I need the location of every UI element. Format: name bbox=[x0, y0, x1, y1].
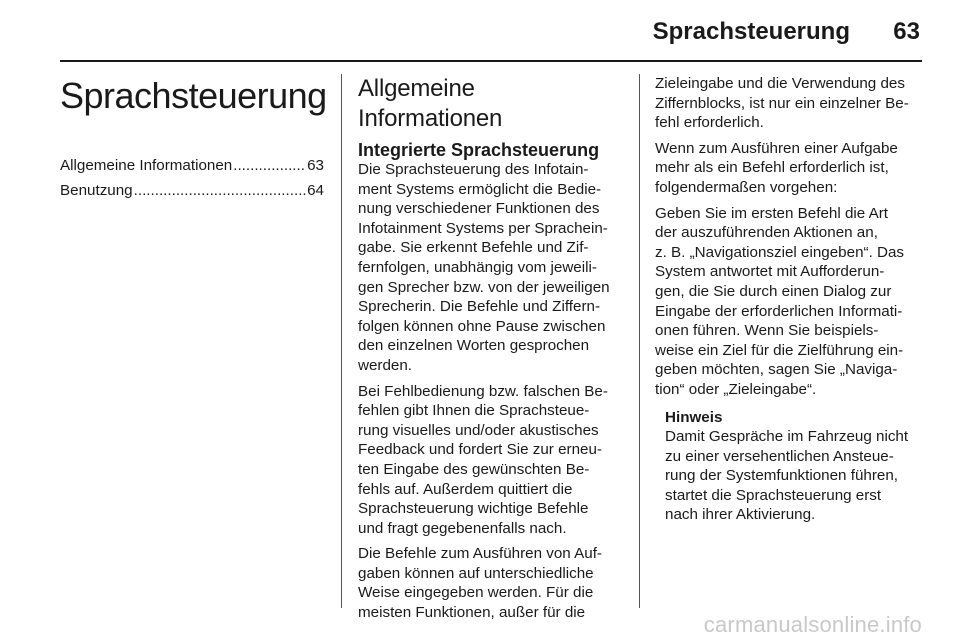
subsection-heading: Integrierte Sprachsteuerung bbox=[358, 140, 600, 160]
text-line: der auszuführenden Aktionen an, bbox=[655, 224, 878, 242]
text-line: startet die Sprachsteuerung erst bbox=[665, 486, 882, 504]
paragraph bbox=[655, 74, 925, 133]
table-of-contents bbox=[60, 156, 324, 206]
column-toc bbox=[60, 74, 327, 206]
text-line: folgen können ohne Pause zwischen bbox=[358, 317, 606, 335]
text-line: fehl erforderlich. bbox=[655, 114, 764, 132]
text-line: weise ein Ziel für die Zielführung ein- bbox=[655, 341, 904, 359]
watermark: carmanualsonline.info bbox=[703, 612, 922, 637]
text-line: gabe. Sie erkennt Befehle und Zif- bbox=[358, 239, 589, 257]
toc-entry[interactable] bbox=[60, 156, 324, 181]
text-line: gen Sprecher bzw. von der jeweiligen bbox=[358, 278, 610, 296]
text-line: Sprecherin. Die Befehle und Ziffern- bbox=[358, 298, 601, 316]
text-line: Infotainment Systems per Sprachein- bbox=[358, 219, 608, 237]
text-line: ten Eingabe des gewünschten Be- bbox=[358, 460, 590, 478]
column-divider-1 bbox=[341, 74, 342, 608]
text-line: nach ihrer Aktivierung. bbox=[665, 506, 816, 524]
text-line: Damit Gespräche im Fahrzeug nicht bbox=[665, 428, 909, 446]
column-2 bbox=[358, 74, 624, 629]
paragraph bbox=[358, 544, 624, 622]
toc-entry[interactable] bbox=[60, 181, 324, 206]
text-line: meisten Funktionen, außer für die bbox=[358, 604, 586, 622]
toc-entry-label: Allgemeine Informationen bbox=[60, 157, 233, 174]
toc-leader-dots bbox=[233, 156, 306, 176]
text-line: folgendermaßen vorgehen: bbox=[655, 178, 838, 196]
text-line: gaben können auf unterschiedliche bbox=[358, 564, 594, 582]
note-box bbox=[665, 408, 925, 526]
text-line: Ziffernblocks, ist nur ein einzelner Be- bbox=[655, 94, 909, 112]
text-line: werden. bbox=[358, 356, 413, 374]
toc-entry-page: 64 bbox=[307, 182, 324, 199]
text-line: geben möchten, sagen Sie „Naviga- bbox=[655, 361, 898, 379]
text-line: rung visuelles und/oder akustisches bbox=[358, 421, 599, 439]
running-title: Sprachsteuerung bbox=[652, 18, 850, 45]
text-line: Zieleingabe und die Verwendung des bbox=[655, 75, 905, 92]
text-line: Feedback und fordert Sie zur erneu- bbox=[358, 441, 602, 459]
header-rule bbox=[60, 60, 922, 62]
text-line: rung der Systemfunktionen führen, bbox=[665, 467, 899, 485]
text-line: Die Befehle zum Ausführen von Auf- bbox=[358, 545, 602, 563]
paragraph bbox=[358, 160, 624, 376]
text-line: tion“ oder „Zieleingabe“. bbox=[655, 380, 817, 398]
text-line: ment Systems ermöglicht die Bedie- bbox=[358, 180, 602, 198]
text-line: gen, die Sie durch einen Dialog zur bbox=[655, 282, 892, 300]
column-3 bbox=[655, 74, 925, 525]
text-line: z. B. „Navigationsziel eingeben“. Das bbox=[655, 243, 905, 261]
text-line: onen führen. Wenn Sie beispiels- bbox=[655, 322, 879, 340]
toc-leader-dots bbox=[134, 181, 306, 201]
page-number: 63 bbox=[893, 18, 920, 45]
page-header bbox=[60, 14, 922, 58]
text-line: Bei Fehlbedienung bzw. falschen Be- bbox=[358, 382, 608, 400]
text-line: Eingabe der erforderlichen Informati- bbox=[655, 302, 903, 320]
section-heading: Allgemeine Informationen bbox=[358, 75, 503, 132]
text-line: zu einer versehentlichen Ansteue- bbox=[665, 447, 894, 465]
paragraph bbox=[655, 204, 925, 400]
note-text bbox=[665, 427, 925, 525]
text-line: und fragt gegebenenfalls nach. bbox=[358, 519, 567, 537]
text-line: fehls auf. Außerdem quittiert die bbox=[358, 480, 573, 498]
toc-entry-page: 63 bbox=[307, 157, 324, 174]
text-line: System antwortet mit Aufforderun- bbox=[655, 263, 885, 281]
paragraph bbox=[655, 139, 925, 198]
text-line: fehlen gibt Ihnen die Sprachsteue- bbox=[358, 402, 590, 420]
text-line: fernfolgen, unabhängig vom jeweili- bbox=[358, 258, 597, 276]
note-title: Hinweis bbox=[665, 408, 723, 426]
text-line: Wenn zum Ausführen einer Aufgabe bbox=[655, 139, 898, 157]
column-divider-2 bbox=[639, 74, 640, 608]
text-line: Die Sprachsteuerung des Infotain- bbox=[358, 161, 589, 178]
text-line: Geben Sie im ersten Befehl die Art bbox=[655, 204, 889, 222]
paragraph bbox=[358, 382, 624, 539]
text-line: Sprachsteuerung wichtige Befehle bbox=[358, 500, 589, 518]
toc-entry-label: Benutzung bbox=[60, 182, 133, 199]
text-line: mehr als ein Befehl erforderlich ist, bbox=[655, 159, 889, 177]
text-line: den einzelnen Worten gesprochen bbox=[358, 337, 590, 355]
text-line: nung verschiedener Funktionen des bbox=[358, 200, 600, 218]
text-line: Weise eingegeben werden. Für die bbox=[358, 584, 594, 602]
chapter-title: Sprachsteuerung bbox=[60, 75, 327, 116]
